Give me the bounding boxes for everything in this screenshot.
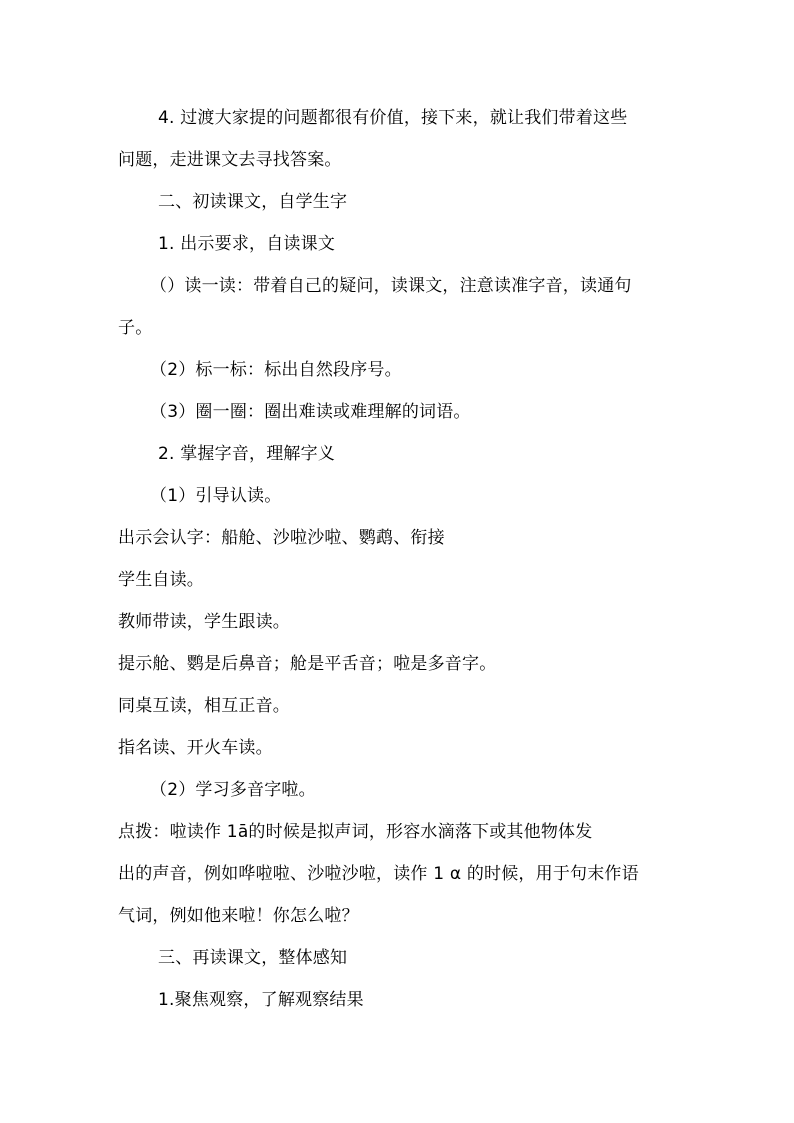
- paragraph-line-12: 学生自读。: [118, 570, 204, 590]
- subheading-3-1: 1.聚焦观察，了解观察结果: [158, 990, 364, 1010]
- paragraph-line-20: 气词，例如他来啦！你怎么啦？: [118, 906, 359, 926]
- section-heading-2: 二、初读课文，自学生字: [158, 192, 348, 212]
- paragraph-line-16: 指名读、开火车读。: [118, 738, 273, 758]
- paragraph-line-1: 4. 过渡大家提的问题都很有价值，接下来，就让我们带着这些: [158, 108, 628, 128]
- paragraph-line-10: （1）引导认读。: [150, 486, 282, 506]
- paragraph-line-14: 提示舱、鹦是后鼻音；舱是平舌音；啦是多音字。: [118, 654, 497, 674]
- subheading-2-2: 2. 掌握字音，理解字义: [158, 444, 336, 464]
- paragraph-line-17: （2）学习多音字啦。: [150, 780, 316, 800]
- paragraph-line-15: 同桌互读，相互正音。: [118, 696, 290, 716]
- paragraph-line-13: 教师带读，学生跟读。: [118, 612, 290, 632]
- paragraph-line-5: （）读一读：带着自己的疑问，读课文，注意读准字音，读通句: [150, 276, 632, 296]
- paragraph-line-2: 问题，走进课文去寻找答案。: [118, 150, 342, 170]
- paragraph-line-11: 出示会认字：船舱、沙啦沙啦、鹦鹉、衔接: [118, 528, 445, 548]
- paragraph-line-6: 子。: [118, 318, 153, 338]
- paragraph-line-19: 出的声音，例如哗啦啦、沙啦沙啦，读作 1 α 的时候，用于句末作语: [118, 864, 639, 884]
- subheading-2-1: 1. 出示要求，自读课文: [158, 234, 336, 254]
- paragraph-line-18: 点拨：啦读作 1ā的时候是拟声词，形容水滴落下或其他物体发: [118, 822, 593, 842]
- paragraph-line-8: （3）圈一圈：圈出难读或难理解的词语。: [150, 402, 471, 422]
- paragraph-line-7: （2）标一标：标出自然段序号。: [150, 360, 402, 380]
- section-heading-3: 三、再读课文，整体感知: [158, 948, 348, 968]
